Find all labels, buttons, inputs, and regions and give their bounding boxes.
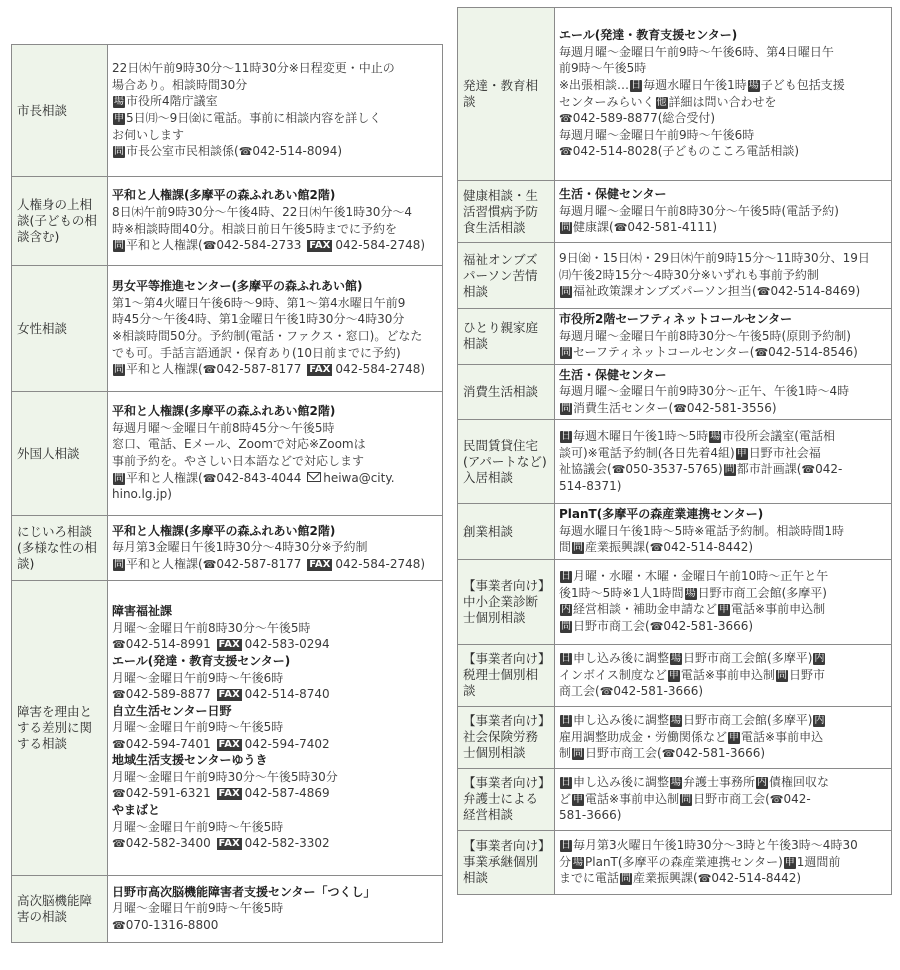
phone-icon: ☎ — [202, 363, 217, 377]
fax-badge: FAX — [218, 788, 240, 800]
mail-icon — [307, 472, 321, 482]
consultation-category: 【事業者向け】弁護士による経営相談 — [458, 768, 555, 830]
consultation-detail-line: 毎週月曜～金曜日午前8時45分～午後5時 — [112, 420, 335, 435]
phone-icon: ☎ — [754, 346, 769, 360]
category-badge: 問 — [114, 146, 124, 158]
consultation-details — [555, 830, 892, 894]
consultation-category: 【事業者向け】税理士個別相談 — [458, 644, 555, 706]
consultation-details — [555, 8, 892, 181]
consultation-detail-line: 前9時～午後5時 — [559, 61, 647, 76]
category-badge: 日 — [561, 431, 571, 443]
category-badge: 日 — [561, 777, 571, 789]
consultation-venue-title: 生活・保健センター — [559, 187, 667, 202]
category-badge: 場 — [671, 653, 682, 665]
consultation-detail-line: 談可)※電話予約制(各日先着4組) 申 日野市社会福 — [559, 445, 821, 460]
consultation-detail-line: 制 問 日野市商工会(☎042-581-3666) — [559, 746, 766, 761]
phone-icon: ☎ — [112, 837, 126, 851]
category-badge: 場 — [671, 777, 682, 789]
consultation-detail-line: 後1時～5時※1人1時間 場 日野市商工会館(多摩平) — [559, 585, 827, 600]
consultation-venue-title: 地域生活支援センターゆうき — [112, 753, 268, 768]
consultation-detail-line: 問 福祉政策課オンブズパーソン担当(☎042-514-8469) — [561, 284, 861, 299]
consultation-detail-line: ☎042-589-8877(総合受付) — [559, 111, 716, 126]
consultation-details — [108, 516, 443, 581]
category-badge: 問 — [561, 620, 571, 632]
right-consultation-table — [457, 7, 892, 895]
consultation-details — [555, 768, 892, 830]
consultation-venue-title: 生活・保健センター — [559, 367, 667, 382]
category-badge: 問 — [561, 286, 571, 298]
phone-icon: ☎ — [649, 541, 664, 555]
category-badge: 問 — [561, 402, 571, 414]
consultation-category: 高次脳機能障害の相談 — [12, 876, 108, 943]
consultation-detail-line: 問 平和と人権課(☎042-843-4044 heiwa@city. — [114, 470, 395, 485]
category-badge: 内 — [561, 604, 571, 616]
consultation-detail-line: 間 問 産業振興課(☎042-514-8442) — [559, 540, 754, 555]
consultation-detail-line: 問 セーフティネットコールセンター(☎042-514-8546) — [561, 345, 858, 360]
consultation-details — [555, 364, 892, 420]
consultation-row — [458, 243, 892, 309]
consultation-detail-line: 毎週月曜～金曜日午前9時30分～正午、午後1時～4時 — [559, 384, 850, 399]
category-badge: 申 — [719, 604, 730, 616]
category-badge: 問 — [621, 873, 632, 885]
fax-badge: FAX — [218, 738, 240, 750]
consultation-category: 民間賃貸住宅(アパートなど)入居相談 — [458, 420, 555, 504]
consultation-row — [458, 706, 892, 768]
consultation-detail-line: 8日㈭午前9時30分～午後4時、22日㈭午後1時30分～4 — [112, 204, 412, 219]
consultation-detail-line: 場 市役所4階庁議室 — [114, 94, 218, 109]
consultation-detail-line: 月曜～金曜日午前9時～午後5時 — [112, 819, 284, 834]
fax-badge: FAX — [309, 364, 331, 376]
consultation-row — [458, 364, 892, 420]
consultation-detail-line: 雇用調整助成金・労働関係など 申 電話※事前申込 — [559, 729, 824, 744]
consultation-detail-line: 問 平和と人権課(☎042-584-2733 FAX 042-584-2748) — [114, 238, 426, 253]
consultation-detail-line: ど 申 電話※事前申込制 問 日野市商工会(☎042- — [559, 791, 811, 806]
consultation-venue-title: エール(発達・教育支援センター) — [559, 28, 738, 43]
consultation-row — [12, 177, 443, 266]
fax-badge: FAX — [218, 838, 240, 850]
consultation-venue-title: エール(発達・教育支援センター) — [112, 654, 291, 669]
consultation-detail-line: 問 健康課(☎042-581-4111) — [561, 220, 718, 235]
category-badge: 場 — [573, 856, 584, 868]
consultation-detail-line: 日 申し込み後に調整 場 弁護士事務所 内 債権回収な — [561, 775, 830, 790]
consultation-row — [458, 768, 892, 830]
consultation-category: 女性相談 — [12, 266, 108, 392]
left-consultation-table — [11, 44, 443, 943]
consultation-detail-line: 問 日野市商工会(☎042-581-3666) — [561, 618, 754, 633]
consultation-detail-line: 毎週月曜～金曜日午前9時～午後6時、第4日曜日午 — [559, 44, 834, 59]
consultation-detail-line: 問 市長公室市民相談係(☎042-514-8094) — [114, 144, 343, 159]
consultation-detail-line: 581-3666) — [559, 808, 622, 823]
consultation-row — [12, 392, 443, 516]
category-badge: 申 — [784, 856, 795, 868]
phone-icon: ☎ — [559, 112, 573, 126]
phone-icon: ☎ — [202, 557, 217, 571]
category-badge: 日 — [561, 715, 571, 727]
consultation-venue-title: 平和と人権課(多摩平の森ふれあい館2階) — [112, 188, 336, 203]
consultation-details — [555, 644, 892, 706]
consultation-category: 【事業者向け】事業承継個別相談 — [458, 830, 555, 894]
consultation-category: 消費生活相談 — [458, 364, 555, 420]
category-badge: 問 — [573, 542, 584, 554]
consultation-category: 【事業者向け】社会保険労務士個別相談 — [458, 706, 555, 768]
consultation-detail-line: 毎週水曜日午後1時～5時※電話予約制。相談時間1時 — [559, 523, 844, 538]
category-badge: 場 — [685, 587, 696, 599]
phone-icon: ☎ — [559, 145, 573, 159]
phone-icon: ☎ — [202, 471, 217, 485]
category-badge: 申 — [736, 447, 747, 459]
consultation-category: にじいろ相談(多様な性の相談) — [12, 516, 108, 581]
consultation-detail-line: 場合あり。相談時間30分 — [112, 77, 248, 92]
phone-icon: ☎ — [673, 401, 687, 415]
category-badge: 場 — [114, 96, 124, 108]
phone-icon: ☎ — [112, 787, 126, 801]
consultation-details — [555, 420, 892, 504]
consultation-category: 発達・教育相談 — [458, 8, 555, 181]
consultation-detail-line: 内 経営相談・補助金申請など 申 電話※事前申込制 — [561, 602, 826, 617]
phone-icon: ☎ — [649, 619, 664, 633]
consultation-detail-line: 日 月曜・水曜・木曜・金曜日午前10時～正午と午 — [561, 569, 829, 584]
phone-icon: ☎ — [202, 239, 217, 253]
category-badge: 場 — [748, 79, 759, 91]
consultation-details — [555, 559, 892, 644]
consultation-detail-line: 日 申し込み後に調整 場 日野市商工会館(多摩平) 内 — [561, 651, 825, 666]
consultation-details — [108, 177, 443, 266]
consultation-venue-title: 平和と人権課(多摩平の森ふれあい館2階) — [112, 523, 336, 538]
category-badge: 問 — [114, 240, 124, 252]
consultation-detail-line: 問 消費生活センター(☎042-581-3556) — [561, 400, 777, 415]
category-badge: 内 — [757, 777, 768, 789]
consultation-venue-title: 障害福祉課 — [112, 604, 173, 619]
category-badge: 申 — [573, 793, 584, 805]
fax-badge: FAX — [309, 240, 331, 252]
category-badge: 場 — [671, 715, 682, 727]
phone-icon: ☎ — [238, 145, 253, 159]
category-badge: 内 — [814, 653, 825, 665]
consultation-details — [555, 181, 892, 243]
consultation-row — [458, 181, 892, 243]
consultation-detail-line: 毎月第3金曜日午後1時30分～4時30分※予約制 — [112, 540, 368, 555]
consultation-detail-line: hino.lg.jp) — [112, 487, 172, 502]
category-badge: 問 — [114, 558, 124, 570]
phone-icon: ☎ — [112, 918, 126, 932]
category-badge: 日 — [561, 653, 571, 665]
phone-icon: ☎ — [599, 685, 614, 699]
consultation-venue-title: 平和と人権課(多摩平の森ふれあい館2階) — [112, 404, 336, 419]
consultation-detail-line: 日 毎月第3火曜日午後1時30分～3時と午後3時～4時30 — [561, 838, 858, 853]
consultation-row — [458, 644, 892, 706]
consultation-detail-line: 毎週月曜～金曜日午前8時30分～午後5時(原則予約制) — [559, 328, 851, 343]
category-badge: 問 — [561, 347, 571, 359]
consultation-details — [555, 504, 892, 560]
phone-icon: ☎ — [697, 872, 712, 886]
phone-icon: ☎ — [769, 792, 784, 806]
consultation-detail-line: 第1～第4火曜日午後6時～9時、第1～第4水曜日午前9 — [112, 295, 406, 310]
phone-icon: ☎ — [661, 747, 676, 761]
consultation-detail-line: ※出張相談… 日 毎週水曜日午後1時 場 子ども包括支援 — [559, 77, 845, 92]
consultation-detail-line: までに電話 問 産業振興課(☎042-514-8442) — [559, 871, 802, 886]
consultation-detail-line: ☎042-591-6321 FAX 042-587-4869 — [112, 786, 330, 801]
consultation-detail-line: 日 申し込み後に調整 場 日野市商工会館(多摩平) 内 — [561, 713, 825, 728]
consultation-row — [458, 559, 892, 644]
consultation-detail-line: お伺いします — [112, 127, 185, 142]
consultation-category: 創業相談 — [458, 504, 555, 560]
category-badge: 場 — [710, 431, 721, 443]
consultation-row — [12, 581, 443, 876]
consultation-venue-title: 男女平等推進センター(多摩平の森ふれあい館) — [112, 279, 363, 294]
phone-icon: ☎ — [112, 638, 126, 652]
consultation-detail-line: 祉協議会(☎050-3537-5765) 問 都市計画課(☎042- — [559, 462, 843, 477]
consultation-detail-line: 時※相談時間40分。相談日前日午後5時までに予約を — [112, 221, 397, 236]
consultation-category: 市長相談 — [12, 45, 108, 177]
consultation-detail-line: 問 平和と人権課(☎042-587-8177 FAX 042-584-2748) — [114, 556, 426, 571]
category-badge: 申 — [114, 113, 124, 124]
consultation-row — [458, 420, 892, 504]
consultation-detail-line: 申 5日㈪～9日㈮に電話。事前に相談内容を詳しく — [114, 111, 382, 125]
consultation-row — [458, 504, 892, 560]
consultation-category: 健康相談・生活習慣病予防食生活相談 — [458, 181, 555, 243]
phone-icon: ☎ — [112, 737, 126, 751]
consultation-venue-title: 日野市高次脳機能障害者支援センター「つくし」 — [112, 884, 376, 899]
consultation-venue-title: 市役所2階セーフティネットコールセンター — [559, 312, 793, 326]
consultation-category: 【事業者向け】中小企業診断士個別相談 — [458, 559, 555, 644]
phone-icon: ☎ — [611, 463, 626, 477]
consultation-details — [108, 392, 443, 516]
consultation-detail-line: 月曜～金曜日午前9時～午後5時 — [112, 901, 284, 916]
consultation-detail-line: インボイス制度など 申 電話※事前申込制 問 日野市 — [559, 667, 825, 682]
consultation-detail-line: でも可。手話言語通訳・保育あり(10日前までに予約) — [112, 345, 401, 360]
consultation-row — [12, 876, 443, 943]
fax-badge: FAX — [218, 689, 240, 701]
consultation-detail-line: 月曜～金曜日午前9時30分～午後5時30分 — [112, 769, 338, 784]
category-badge: 日 — [561, 840, 571, 852]
consultation-detail-line: 514-8371) — [559, 478, 622, 493]
consultation-category: 人権身の上相談(子どもの相談含む) — [12, 177, 108, 266]
consultation-detail-line: 事前予約を。やさしい日本語などで対応します — [112, 454, 365, 468]
consultation-detail-line: 商工会(☎042-581-3666) — [559, 684, 704, 699]
phone-icon: ☎ — [756, 285, 771, 299]
fax-badge: FAX — [218, 639, 240, 651]
consultation-detail-line: 月曜～金曜日午前9時～午後5時 — [112, 720, 284, 735]
consultation-detail-line: 窓口、電話、Eメール、Zoomで対応※Zoomは — [112, 437, 366, 452]
consultation-row — [458, 309, 892, 365]
consultation-detail-line: 9日㈮・15日㈭・29日㈭午前9時15分～11時30分、19日 — [559, 251, 870, 266]
consultation-details — [555, 243, 892, 309]
consultation-row — [12, 516, 443, 581]
consultation-row — [12, 266, 443, 392]
consultation-venue-title: PlanT(多摩平の森産業連携センター) — [559, 507, 764, 522]
consultation-row — [458, 830, 892, 894]
consultation-row — [12, 45, 443, 177]
category-badge: 日 — [631, 79, 642, 91]
consultation-detail-line: 22日㈭午前9時30分～11時30分※日程変更・中止の — [112, 61, 395, 76]
category-badge: 問 — [776, 669, 787, 681]
fax-badge: FAX — [309, 558, 331, 570]
category-badge: 申 — [668, 669, 679, 681]
consultation-detail-line: 月曜～金曜日午前9時～午後6時 — [112, 670, 284, 685]
category-badge: 問 — [573, 748, 584, 760]
phone-icon: ☎ — [801, 463, 816, 477]
consultation-category: 外国人相談 — [12, 392, 108, 516]
consultation-detail-line: ☎042-589-8877 FAX 042-514-8740 — [112, 687, 330, 702]
category-badge: 日 — [561, 571, 571, 583]
category-badge: 問 — [681, 793, 692, 805]
consultation-category: ひとり親家庭相談 — [458, 309, 555, 365]
category-badge: 問 — [724, 464, 735, 476]
consultation-venue-title: やまばと — [112, 802, 161, 817]
category-badge: 問 — [114, 472, 124, 484]
consultation-detail-line: 毎週月曜～金曜日午前8時30分～午後5時(電話予約) — [559, 203, 839, 218]
category-badge: 申 — [729, 731, 740, 743]
category-badge: 内 — [814, 715, 825, 727]
consultation-detail-line: ☎070-1316-8800 — [112, 917, 219, 932]
consultation-detail-line: 問 平和と人権課(☎042-587-8177 FAX 042-584-2748) — [114, 362, 426, 377]
consultation-detail-line: センターみらいく 他 詳細は問い合わせを — [559, 94, 777, 109]
consultation-detail-line: 月曜～金曜日午前8時30分～午後5時 — [112, 620, 311, 635]
consultation-detail-line: ☎042-594-7401 FAX 042-594-7402 — [112, 736, 330, 751]
consultation-detail-line: 分 場 PlanT(多摩平の森産業連携センター) 申 1週間前 — [559, 854, 841, 869]
phone-icon: ☎ — [613, 221, 628, 235]
consultation-detail-line: 毎週月曜～金曜日午前9時～午後6時 — [559, 127, 755, 142]
consultation-details — [108, 266, 443, 392]
consultation-row — [458, 8, 892, 181]
consultation-detail-line: ※相談時間50分。予約制(電話・ファクス・窓口)。どなた — [112, 329, 423, 343]
consultation-detail-line: ☎042-582-3400 FAX 042-582-3302 — [112, 836, 330, 851]
consultation-detail-line: 日 毎週木曜日午後1時～5時 場 市役所会議室(電話相 — [561, 429, 835, 444]
consultation-venue-title: 自立生活センター日野 — [112, 703, 232, 718]
consultation-detail-line: ☎042-514-8991 FAX 042-583-0294 — [112, 637, 330, 652]
consultation-details — [108, 45, 443, 177]
consultation-detail-line: 時45分～午後4時、第1金曜日午後1時30分～4時30分 — [112, 312, 405, 327]
consultation-details — [555, 706, 892, 768]
consultation-detail-line: ☎042-514-8028(子どものこころ電話相談) — [559, 144, 800, 159]
consultation-category: 障害を理由とする差別に関する相談 — [12, 581, 108, 876]
consultation-category: 福祉オンブズパーソン苦情相談 — [458, 243, 555, 309]
category-badge: 問 — [561, 222, 571, 234]
consultation-details — [108, 581, 443, 876]
phone-icon: ☎ — [112, 688, 126, 702]
consultation-detail-line: ㈪午後2時15分～4時30分※いずれも事前予約制 — [559, 267, 819, 282]
category-badge: 問 — [114, 364, 124, 376]
category-badge: 他 — [656, 96, 667, 108]
consultation-details — [108, 876, 443, 943]
consultation-details — [555, 309, 892, 365]
